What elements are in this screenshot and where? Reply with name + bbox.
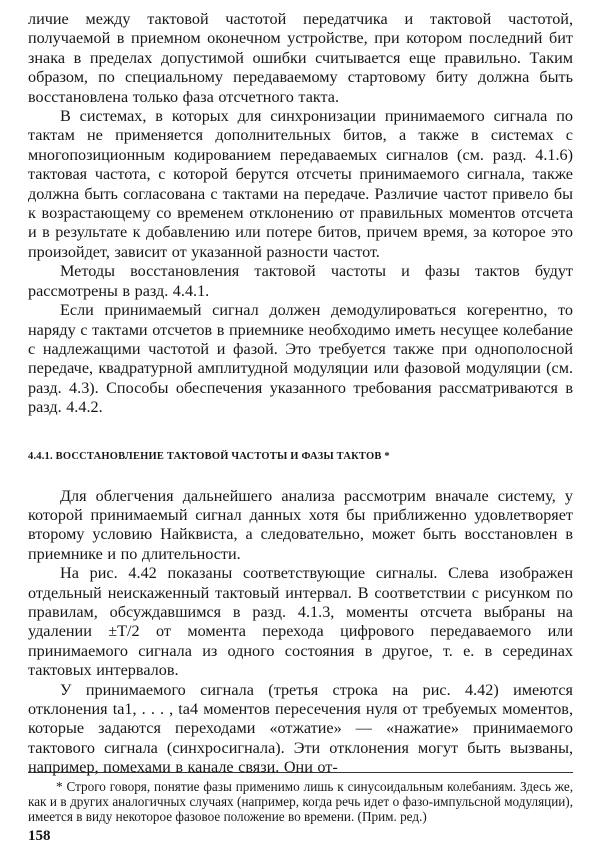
- paragraph-received-signal: У принимаемого сигнала (третья строка на рис. 4.42) имеются отклонения ta1, . . . , ta4 моментов пересечения нуля от требуемых моментов, которые задаются переходами «отжатие» — «нажатие» принимаемого тактового сигнала (синхросигнала). Эти отклонения могут быть вызваны, например, помехами в канале связи. Они от-: [28, 680, 573, 777]
- paragraph-methods-reference: Методы восстановления тактовой частоты и фазы тактов будут рассмотрены в разд. 4.4.1.: [28, 262, 573, 300]
- section-title: ВОССТАНОВЛЕНИЕ ТАКТОВОЙ ЧАСТОТЫ И ФАЗЫ ТАКТОВ: [55, 450, 382, 462]
- footnote: [28, 772, 573, 825]
- paragraph-coherent-demodulation: Если принимаемый сигнал должен демодулироваться когерентно, то наряду с тактами отсчетов в приемнике необходимо иметь несущее колебание с надлежащими частотой и фазой. Это требуется также при однополосной передаче, квадратурной амплитудной модуляции или фазовой модуляции (см. разд. 4.3). Способы обеспечения указанного требования рассматриваются в разд. 4.4.2.: [28, 301, 573, 417]
- paragraph-sync-systems: В системах, в которых для синхронизации принимаемого сигнала по тактам не применяется дополнительных битов, а также в системах с многопозиционным кодированием передаваемых сигналов (см. разд. 4.1.6) тактовая частота, с которой берутся отсчеты принимаемого сигнала, также должна быть согласована с тактами на передаче. Различие частот привело бы к возрастающему со временем отклонению от правильных моментов отсчета и в результате к добавлению или потере битов, причем время, за которое это произойдет, зависит от указанной разности частот.: [28, 107, 573, 261]
- paragraph-nyquist: Для облегчения дальнейшего анализа рассмотрим вначале систему, у которой принимаемый сигнал данных хотя бы приближенно удовлетворяет второму условию Найквиста, а следовательно, может быть восстановлен в приемнике и по длительности.: [28, 486, 573, 563]
- footnote-mark: *: [384, 450, 390, 462]
- page-number: 158: [28, 828, 51, 844]
- section-number: 4.4.1.: [28, 450, 53, 462]
- paragraph-continuation: личие между тактовой частотой передатчика и тактовой частотой, получаемой в приемном оконечном устройстве, при котором последний бит знака в пределах допустимой ошибки считывается еще правильно. Таким образом, по специальному передаваемому стартовому биту должна быть восстановлена только фаза отсчетного такта.: [28, 10, 573, 106]
- paragraph-figure-442: На рис. 4.42 показаны соответствующие сигналы. Слева изображен отдельный неискаженный тактовый интервал. В соответствии с рисунком по правилам, обсуждавшимся в разд. 4.1.3, моменты отсчета выбраны на удалении ±T/2 от момента перехода цифрового передаваемого или принимаемого сигнала из одного состояния в другое, т. е. в серединах тактовых интервалов.: [28, 564, 573, 680]
- footnote-text: * Строго говоря, понятие фазы применимо лишь к синусоидальным колебаниям. Здесь же, как и в других аналогичных случаях (например, когда речь идет о фазо-импульсной модуляции), имеется в виду некоторое фазовое положение во времени. (Прим. ред.): [28, 779, 573, 825]
- section-heading: [28, 450, 573, 464]
- book-page: [28, 10, 573, 844]
